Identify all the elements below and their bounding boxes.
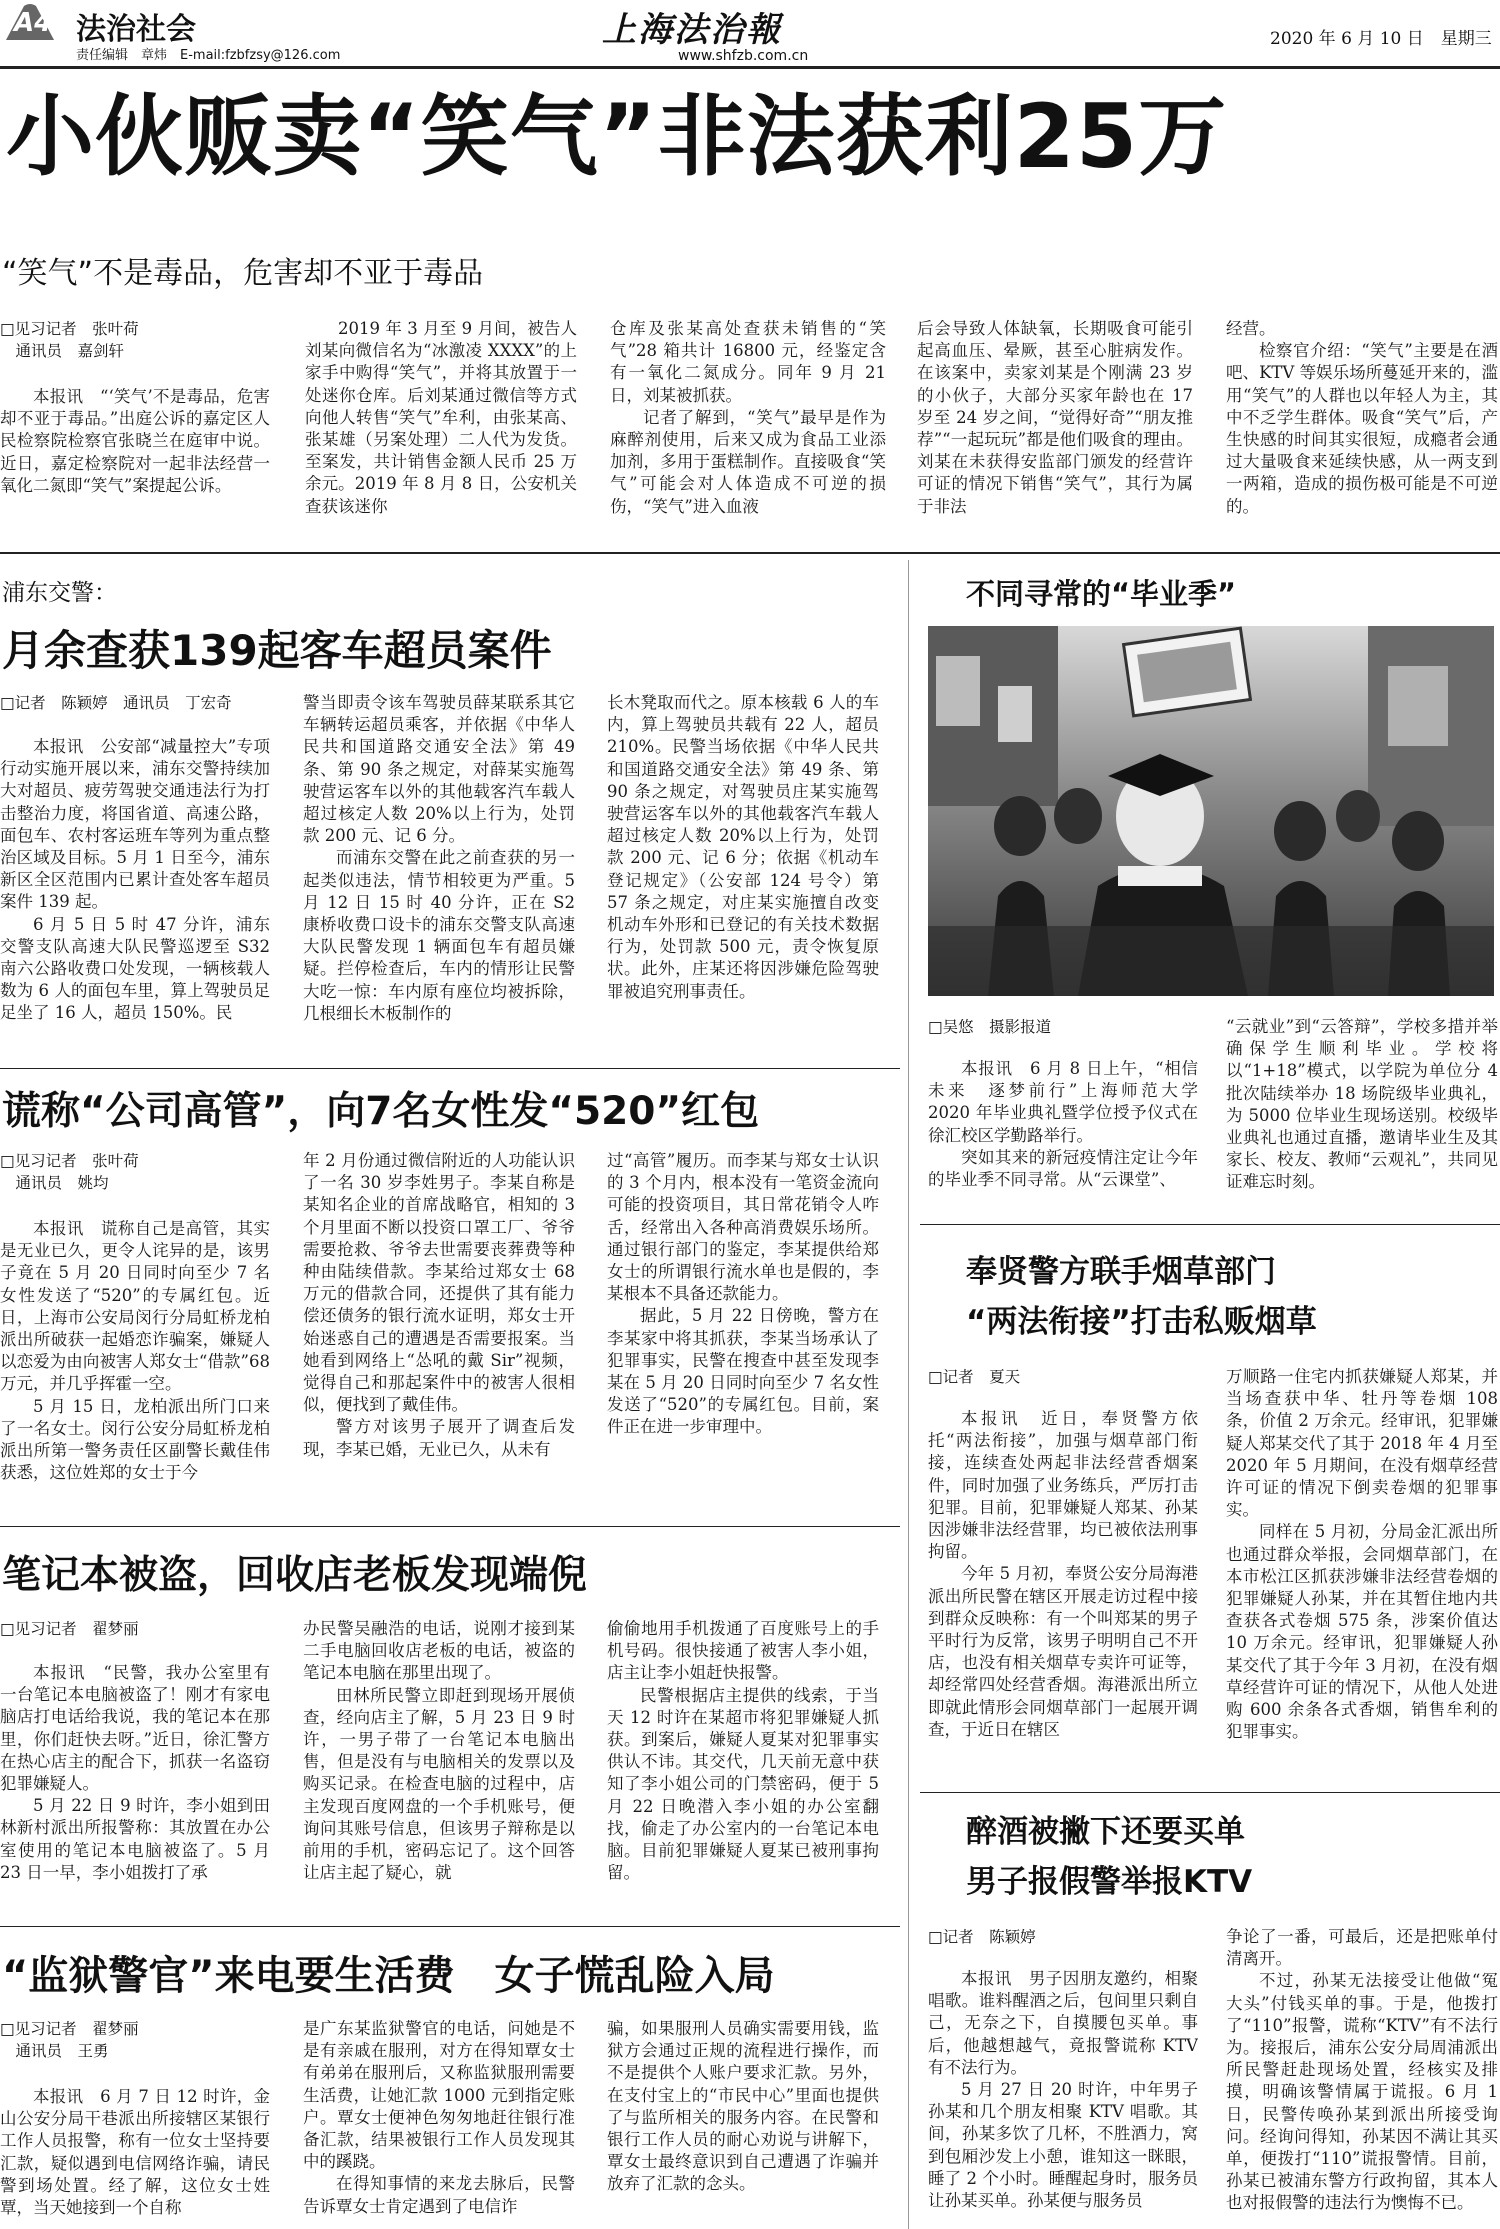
story4-col2a: 办民警吴融浩的电话，说刚才接到某二手电脑回收店老板的电话，被盗的笔记本电脑在那里出现了。 bbox=[303, 1619, 575, 1683]
lead-col3b-text: 记者了解到，“笑气”最早是作为麻醉剂使用，后来又成为食品工业添加剂，多用于蛋糕制作。直接吸食“笑气”可能会对人体造成不可逆的损伤，“笑气”进入血液 bbox=[610, 407, 886, 516]
story2-byline: □记者 陈颖婷 通讯员 丁宏奇 bbox=[0, 694, 232, 712]
story3-col1b: 5 月 15 日，龙柏派出所门口来了一名女士。闵行公安分局虹桥龙柏派出所第一警务责任区副警长戴佳伟获悉，这位姓郑的女士于今 bbox=[0, 1396, 270, 1483]
story6-col2a: 万顺路一住宅内抓获嫌疑人郑某，并当场查获中华、牡丹等卷烟 108 条，价值 2 万余元。经审讯，犯罪嫌疑人郑某交代了其于 2018 年 4 月至 2020 年 5 月期间，在没有烟草经营许可证的情况下倒卖卷烟的犯罪事实。 bbox=[1226, 1367, 1498, 1520]
lead-byline bbox=[0, 318, 160, 362]
story3-col1 bbox=[0, 1218, 270, 1508]
graduation-photo-image bbox=[928, 626, 1494, 996]
lead-col5-text: 经营。 bbox=[1226, 319, 1276, 338]
story2-col2a: 警当即责令该车驾驶员薛某联系其它车辆转运超员乘客，并依据《中华人民共和国道路交通安全法》第 49 条、第 90 条之规定，对薛某实施驾驶营运客车以外的其他载客汽车载人超过核定人数 20%以上行为，处罚款 200 元、记 6 分。 bbox=[303, 693, 575, 846]
photo-story-col1a: 本报讯 6 月 8 日上午，“相信未来 逐梦前行”上海师范大学 2020 年毕业典礼暨学位授予仪式在徐汇校区学勤路举行。 bbox=[928, 1059, 1198, 1145]
lead-subheadline: “笑气”不是毒品，危害却不亚于毒品 bbox=[2, 256, 484, 291]
story4-headline: 笔记本被盗，回收店老板发现端倪 bbox=[2, 1553, 588, 1598]
photo-story-byline: □吴悠 摄影报道 bbox=[928, 1018, 1052, 1036]
story5-byline-line1: □见习记者 翟梦丽 bbox=[0, 2020, 139, 2038]
story5-byline-line2: 通讯员 王勇 bbox=[0, 2042, 109, 2060]
website: www.shfzb.com.cn bbox=[678, 48, 809, 64]
story5-col1-text: 本报讯 6 月 7 日 12 时许，金山公安分局干巷派出所接辖区某银行工作人员报警，称有一位女士坚持要汇款，疑似遇到电信网络诈骗，请民警到场处置。经了解，这位女士姓覃，当天她接到一个自称 bbox=[0, 2087, 270, 2218]
story3-col2a: 年 2 月份通过微信附近的人功能认识了一名 30 岁李姓男子。李某自称是某知名企业的首席战略官，相知的 3 个月里面不断以投资口罩工厂、爷爷需要抢救、爷爷去世需要丧葬费等种种由陆续借款。李某给过郑女士 68 万元的借款合同，还提供了其有能力偿还债务的银行流水证明，郑女士开始迷惑自己的遭遇是否需要报案。当她看到网络上“怂吼的戴 Sir”视频，觉得自己和那起案件中的被害人很相似，便找到了戴佳伟。 bbox=[303, 1151, 575, 1415]
lead-col5b-text: 检察官介绍：“笑气”主要是在酒吧、KTV 等娱乐场所蔓延开来的，滥用“笑气”的人群也以年轻人为主，其中不乏学生群体。吸食“笑气”后，产生快感的时间其实很短，成瘾者会通过大量吸食来延续快感，从一两支到一两箱，造成的损伤极可能是不可逆的。 bbox=[1226, 341, 1498, 516]
story2-col1 bbox=[0, 736, 270, 1041]
story6-col2 bbox=[1226, 1366, 1498, 1782]
story5-col2a: 是广东某监狱警官的电话，问她是不是有亲戚在服刑，对方在得知覃女士有弟弟在服刑后，又称监狱服刑需要生活费，让她汇款 1000 元到指定账户。覃女士便神色匆匆地赶往银行准备汇款，结果被银行工作人员发现其中的蹊跷。 bbox=[303, 2019, 575, 2172]
story4-col2 bbox=[303, 1618, 575, 1914]
story5-byline bbox=[0, 2018, 200, 2062]
story3-col1a: 本报讯 谎称自己是高管，其实是无业已久，更令人诧异的是，该男子竟在 5 月 20 日同时向至少 7 名女性发送了“520”的专属红包。近日，上海市公安局闵行分局虹桥龙柏派出所破获一起婚恋诈骗案，嫌疑人以恋爱为由向被害人郑女士“借款”68 万元，并几乎挥霍一空。 bbox=[0, 1219, 270, 1394]
story4-col2b: 田林所民警立即赶到现场开展侦查，经向店主了解，5 月 23 日 9 时许，一男子带了一台笔记本电脑出售，但是没有与电脑相关的发票以及购买记录。在检查电脑的过程中，店主发现百度网盘的一个手机账号，便询问其账号信息，但该男子辩称是以前用的手机，密码忘记了。这个回答让店主起了疑心，就 bbox=[303, 1685, 575, 1883]
lead-col4 bbox=[917, 318, 1193, 533]
story7-col1b: 5 月 27 日 20 时许，中年男子孙某和几个朋友相聚 KTV 唱歌。其间，孙某多饮了几杯，不胜酒力，窝到包厢沙发上小憩，谁知这一眯眼，睡了 2 个小时。睡醒起身时，服务员让孙某买单。孙某便与服务员 bbox=[928, 2080, 1198, 2211]
section-title: 法治社会 bbox=[76, 12, 196, 47]
story3-headline: 谎称“公司高管”，向7名女性发“520”红包 bbox=[2, 1089, 760, 1134]
header-rule bbox=[0, 66, 1500, 69]
lead-byline-line2: 通讯员 嘉剑轩 bbox=[0, 342, 125, 360]
story3-col2b: 警方对该男子展开了调查后发现，李某已婚，无业已久，从未有 bbox=[303, 1417, 575, 1459]
story5-headline: “监狱警官”来电要生活费 女子慌乱险入局 bbox=[2, 1953, 775, 1999]
lead-col2 bbox=[305, 318, 577, 533]
story3-bottom-rule bbox=[0, 1526, 900, 1527]
story2-col3-text: 长木凳取而代之。原本核载 6 人的车内，算上驾驶员共载有 22 人，超员 210%。民警当场依据《中华人民共和国道路交通安全法》第 49 条、第 90 条之规定，对驾驶员庄某实施驾驶营运客车以外的其他载客汽车载人超过核定人数 20%以上行为，处罚款 200 元、记 6 分；依据《机动车登记规定》（公安部 124 号令）第 57 条之规定，对庄某实施擅自改变机动车外形和已登记的有关技术数据行为，处罚款 500 元，责令恢复原状。此外，庄某还将因涉嫌危险驾驶罪被追究刑事责任。 bbox=[607, 693, 879, 1001]
story7-col1a: 本报讯 男子因朋友邀约，相聚唱歌。谁料醒酒之后，包间里只剩自己，无奈之下，自摸腰包买单。事后，他越想越气，竟报警谎称 KTV 有不法行为。 bbox=[928, 1969, 1198, 2077]
lead-col3 bbox=[610, 318, 886, 533]
photo-story-col2-text: “云就业”到“云答辩”，学校多措并举确保学生顺利毕业。学校将以“1+18”模式，以学院为单位分 4 批次陆续举办 18 场院级毕业典礼，为 5000 位毕业生现场送别。校级毕业典礼也通过直播，邀请毕业生及其家长、校友、教师“云观礼”，共同见证难忘时刻。 bbox=[1226, 1017, 1498, 1192]
story7-headline-line2: 男子报假警举报KTV bbox=[966, 1864, 1253, 1900]
story4-col1a: 本报讯 “民警，我办公室里有一台笔记本电脑被盗了！刚才有家电脑店打电话给我说，我的笔记本在那里，你们赶快去呀。”近日，徐汇警方在热心店主的配合下，抓获一名盗窃犯罪嫌疑人。 bbox=[0, 1663, 270, 1794]
lead-col1 bbox=[0, 386, 270, 531]
story5-col2b: 在得知事情的来龙去脉后，民警告诉覃女士肯定遇到了电信诈 bbox=[303, 2174, 575, 2216]
lead-col5 bbox=[1226, 318, 1498, 533]
lead-byline-line1: □见习记者 张叶荷 bbox=[0, 320, 139, 338]
story6-headline-line2: “两法衔接”打击私贩烟草 bbox=[966, 1304, 1317, 1340]
page-number-badge bbox=[2, 2, 58, 42]
story7-col2 bbox=[1226, 1926, 1498, 2226]
story6-bottom-rule bbox=[920, 1792, 1500, 1793]
photo-story-col1b: 突如其来的新冠疫情注定让今年的毕业季不同寻常。从“云课堂”、 bbox=[928, 1147, 1198, 1190]
lead-col1-text: 本报讯 “‘笑气’不是毒品，危害却不亚于毒品。”出庭公诉的嘉定区人民检察院检察官张晓兰在庭审中说。近日，嘉定检察院对一起非法经营一氧化二氮即“笑气”案提起公诉。 bbox=[0, 387, 270, 495]
page-number: A4 bbox=[14, 8, 53, 38]
story4-col1b: 5 月 22 日 9 时许，李小姐到田林新村派出所报警称：其放置在办公室使用的笔记本电脑被盗了。5 月 23 日一早，李小姐拨打了承 bbox=[0, 1796, 270, 1882]
story3-byline-line1: □见习记者 张叶荷 bbox=[0, 1152, 139, 1170]
story4-byline: □见习记者 翟梦丽 bbox=[0, 1620, 139, 1638]
story5-col3-text: 骗，如果服刑人员确实需要用钱，监狱方会通过正规的流程进行操作，而不是提供个人账户要求汇款。另外，在支付宝上的“市民中心”里面也提供了与监所相关的服务内容。在民警和银行工作人员的耐心劝说与讲解下，覃女士最终意识到自己遭遇了诈骗并放弃了汇款的念头。 bbox=[607, 2019, 879, 2194]
lead-col3-text: 仓库及张某高处查获未销售的“笑气”28 箱共计 16800 元，经鉴定含有一氧化二氮成分。同年 9 月 21 日，刘某被抓获。 bbox=[610, 319, 886, 405]
photo-story-col2 bbox=[1226, 1016, 1498, 1208]
column-divider bbox=[908, 560, 909, 2229]
lead-bottom-rule bbox=[0, 552, 1500, 554]
story6-col1 bbox=[928, 1408, 1198, 1780]
story7-col2a: 争论了一番，可最后，还是把账单付清离开。 bbox=[1226, 1927, 1498, 1969]
lead-headline: 小伙贩卖“笑气”非法获利25万 bbox=[6, 85, 1228, 188]
story4-col3 bbox=[607, 1618, 879, 1914]
story2-kicker: 浦东交警： bbox=[2, 580, 117, 606]
graduation-photo bbox=[928, 626, 1494, 996]
story6-col2b: 同样在 5 月初，分局金汇派出所也通过群众举报，会同烟草部门，在本市松江区抓获涉嫌非法经营卷烟的犯罪嫌疑人孙某，并在其暂住地内共查获各式卷烟 575 条，涉案价值达 10 万余元。经审讯，犯罪嫌疑人孙某交代了其于今年 3 月初，在没有烟草经营许可证的情况下，从他人处进购 600 余条各式香烟，销售牟利的犯罪事实。 bbox=[1226, 1522, 1498, 1742]
story4-col3b: 民警根据店主提供的线索，于当天 12 时许在某超市将犯罪嫌疑人抓获。到案后，嫌疑人夏某对犯罪事实供认不讳。其交代，几天前无意中获知了李小姐公司的门禁密码，便于 5 月 22 日晚潜入李小姐的办公室翻找，偷走了办公室内的一台笔记本电脑。目前犯罪嫌疑人夏某已被刑事拘留。 bbox=[607, 1685, 879, 1883]
story5-col1 bbox=[0, 2086, 270, 2226]
story6-byline: □记者 夏天 bbox=[928, 1368, 1021, 1386]
photo-story-col1 bbox=[928, 1058, 1198, 1208]
story3-col2 bbox=[303, 1150, 575, 1508]
story3-byline bbox=[0, 1150, 200, 1194]
story3-byline-line2: 通讯员 姚均 bbox=[0, 1174, 109, 1192]
story4-col1 bbox=[0, 1662, 270, 1912]
story5-col3 bbox=[607, 2018, 879, 2226]
issue-date: 2020 年 6 月 10 日 星期三 bbox=[1270, 29, 1492, 49]
editor-line: 责任编辑 章炜 E-mail:fzbfzsy@126.com bbox=[76, 48, 341, 63]
story7-col2b: 不过，孙某无法接受让他做“冤大头”付钱买单的事。于是，他拨打了“110”报警，谎称“KTV”有不法行为。接报后，浦东公安分局周浦派出所民警赶赴现场处置，经核实及排摸，明确该警情属于谎报。6 月 1 日，民警传唤孙某到派出所接受询问。经询问得知，孙某因不满让其买单，便拨打“110”谎报警情。目前，孙某已被浦东警方行政拘留，其本人也对报假警的违法行为懊悔不已。 bbox=[1226, 1971, 1498, 2213]
story2-col2 bbox=[303, 692, 575, 1042]
story6-headline-line1: 奉贤警方联手烟草部门 bbox=[966, 1254, 1276, 1290]
story7-byline: □记者 陈颖婷 bbox=[928, 1928, 1036, 1946]
photo-story-bottom-rule bbox=[920, 1224, 1500, 1225]
story2-col1b: 6 月 5 日 5 时 47 分许，浦东交警支队高速大队民警巡逻至 S32 南六公路收费口处发现，一辆核载人数为 6 人的面包车里，算上驾驶员足足坐了 16 人，超员 150%。民 bbox=[0, 914, 270, 1023]
photo-story-headline: 不同寻常的“毕业季” bbox=[966, 577, 1237, 611]
story3-col3a: 过“高管”履历。而李某与郑女士认识的 3 个月内，根本没有一笔资金流向可能的投资项目，其日常花销令人咋舌，经常出入各种高消费娱乐场所。通过银行部门的鉴定，李某提供给郑女士的所谓银行流水单也是假的，李某根本不具备还款能力。 bbox=[607, 1151, 879, 1304]
story6-col1a: 本报讯 近日，奉贤警方依托“两法衔接”，加强与烟草部门衔接，连续查处两起非法经营香烟案件，同时加强了业务练兵，严厉打击犯罪。目前，犯罪嫌疑人郑某、孙某因涉嫌非法经营罪，均已被依法刑事拘留。 bbox=[928, 1409, 1198, 1562]
story5-col2 bbox=[303, 2018, 575, 2226]
lead-col2-text: 2019 年 3 月至 9 月间，被告人刘某向微信名为“冰激凌 XXXX”的上家手中购得“笑气”，并将其放置于一处迷你仓库。后刘某通过微信等方式向他人转售“笑气”牟利，由张某高、张某雄（另案处理）二人代为发货。至案发，共计销售金额人民币 25 万余元。2019 年 8 月 8 日，公安机关查获该迷你 bbox=[305, 319, 577, 516]
story3-col3b: 据此，5 月 22 日傍晚，警方在李某家中将其抓获，李某当场承认了犯罪事实，民警在搜查中甚至发现李某在 5 月 20 日同时向至少 7 名女性发送了“520”的专属红包。目前，案件正在进一步审理中。 bbox=[607, 1306, 879, 1437]
story4-col3a: 偷偷地用手机拨通了百度账号上的手机号码。很快接通了被害人李小姐，店主让李小姐赶快报警。 bbox=[607, 1619, 879, 1683]
story2-headline: 月余查获139起客车超员案件 bbox=[2, 626, 552, 675]
story7-col1 bbox=[928, 1968, 1198, 2226]
story7-headline-line1: 醉酒被撇下还要买单 bbox=[966, 1814, 1245, 1850]
story4-bottom-rule bbox=[0, 1926, 900, 1927]
masthead: 上海法治報 bbox=[602, 10, 782, 50]
story3-col3 bbox=[607, 1150, 879, 1508]
story2-col2b: 而浦东交警在此之前查获的另一起类似违法，情节相较更为严重。5 月 12 日 15 时 40 分许，正在 S2 康桥收费口设卡的浦东交警支队高速大队民警发现 1 辆面包车有超员嫌疑。拦停检查后，车内的情形让民警大吃一惊：车内原有座位均被拆除，几根细长木板制作的 bbox=[303, 848, 575, 1023]
lead-col4-text: 后会导致人体缺氧，长期吸食可能引起高血压、晕厥，甚至心脏病发作。在该案中，卖家刘某是个刚满 23 岁的小伙子，大部分买家年龄也在 17 岁至 24 岁之间，“觉得好奇”“朋友推荐”“一起玩玩”都是他们吸食的理由。刘某在未获得安监部门颁发的经营许可证的情况下销售“笑气”，其行为属于非法 bbox=[917, 319, 1193, 516]
story6-col1b: 今年 5 月初，奉贤公安分局海港派出所民警在辖区开展走访过程中接到群众反映称：有一个叫郑某的男子平时行为反常，该男子明明自己不开店，也没有相关烟草专卖许可证等，却经常四处经营香烟。海港派出所立即就此情形会同烟草部门一起展开调查，于近日在辖区 bbox=[928, 1564, 1198, 1739]
story2-col3 bbox=[607, 692, 879, 1042]
story2-bottom-rule bbox=[0, 1068, 900, 1069]
story2-col1a: 本报讯 公安部“减量控大”专项行动实施开展以来，浦东交警持续加大对超员、疲劳驾驶交通违法行为打击整治力度，将国省道、高速公路，面包车、农村客运班车等列为重点整治区域及目标。5 月 1 日至今，浦东新区全区范围内已累计查处客车超员案件 139 起。 bbox=[0, 737, 270, 912]
